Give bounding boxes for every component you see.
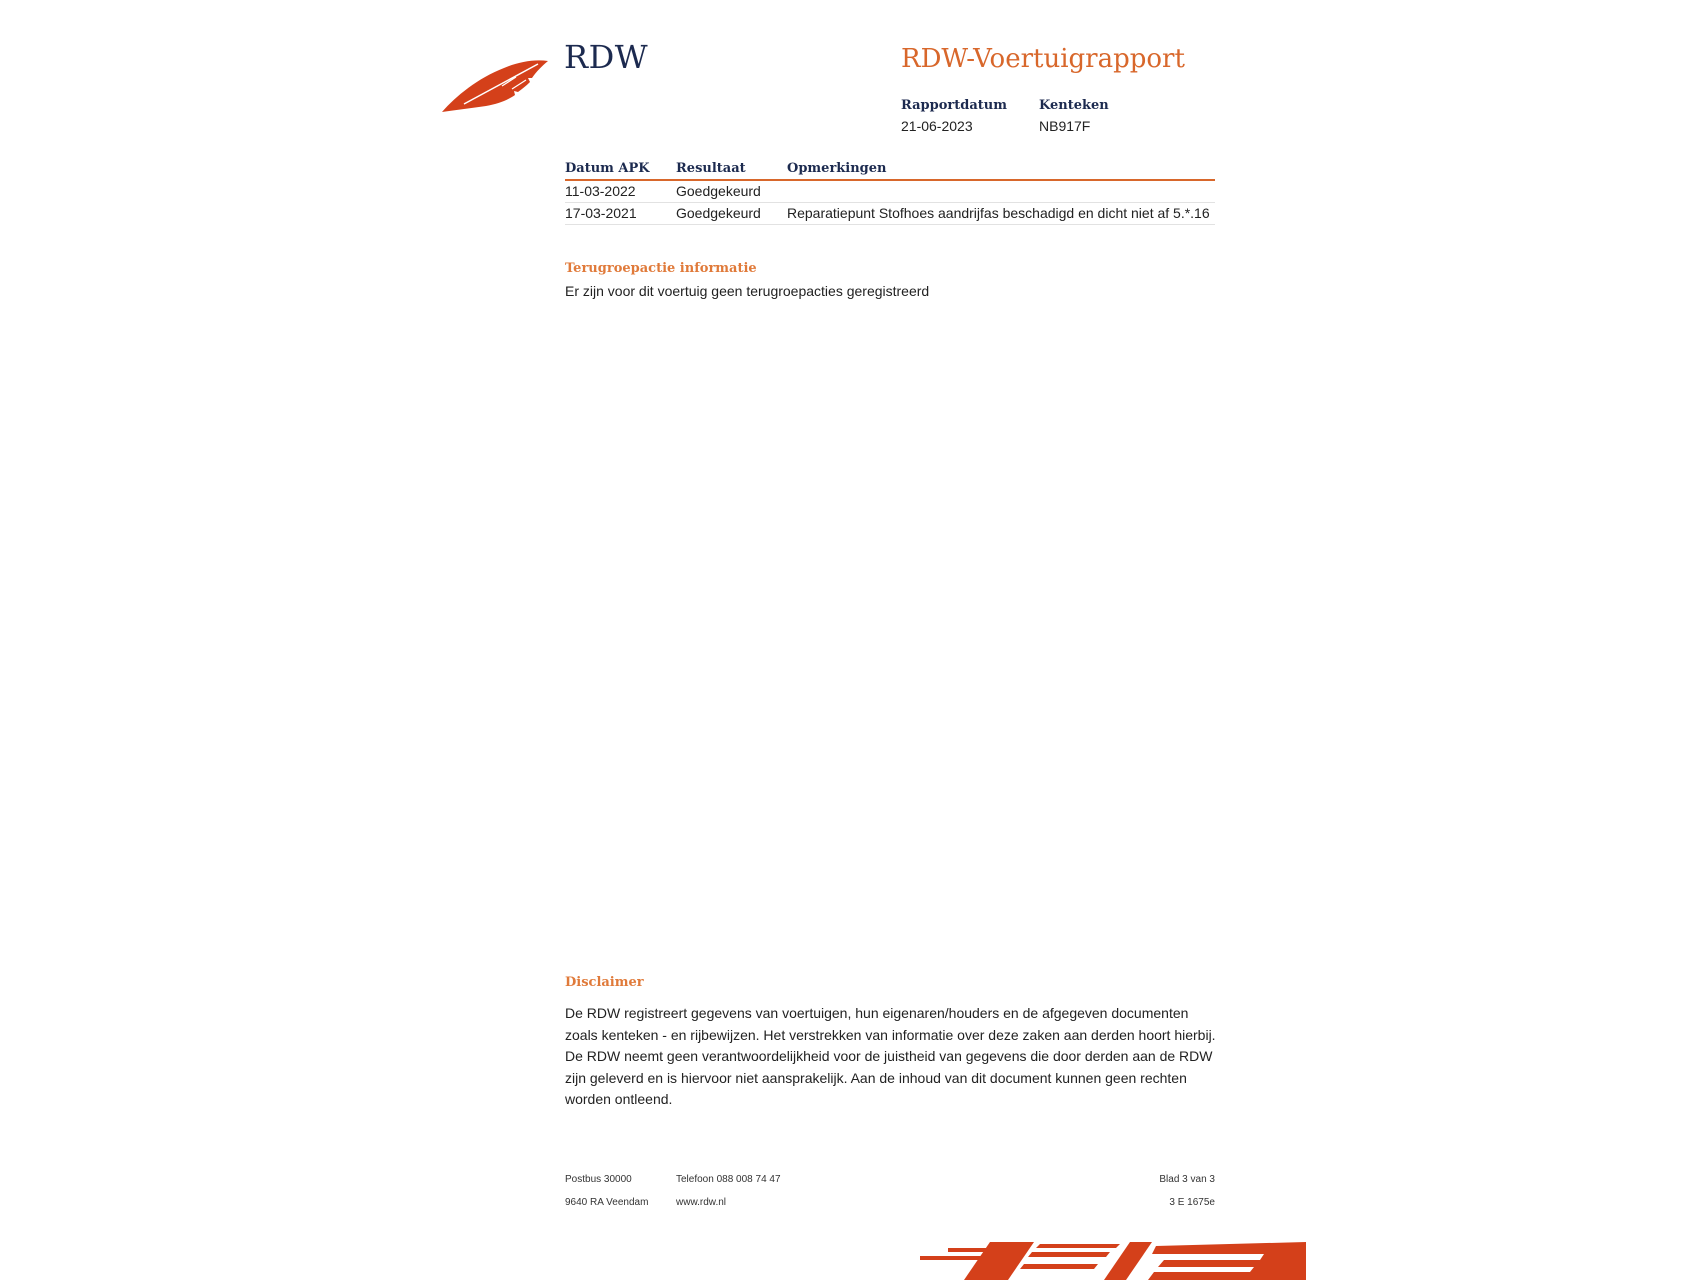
footer-document-code: 3 E 1675e (1169, 1197, 1215, 1208)
table-row (565, 203, 1215, 225)
brand-logo-text: RDW (564, 38, 649, 76)
footer-website: www.rdw.nl (676, 1197, 727, 1208)
column-header-remarks: Opmerkingen (787, 158, 1215, 180)
footer-phone: Telefoon 088 008 74 47 (676, 1174, 781, 1185)
footer-stripes-graphic-icon (920, 1242, 1306, 1280)
license-plate-value: NB917F (1039, 118, 1091, 134)
footer-address-line1: Postbus 30000 (565, 1174, 632, 1185)
report-date-value: 21-06-2023 (901, 118, 973, 134)
license-plate-label: Kenteken (1039, 98, 1109, 113)
recall-heading: Terugroepactie informatie (565, 261, 757, 276)
apk-result-cell: Goedgekeurd (676, 203, 787, 225)
report-title: RDW-Voertuigrapport (901, 44, 1185, 74)
apk-remarks-cell (787, 180, 1215, 203)
column-header-result: Resultaat (676, 158, 787, 180)
disclaimer-heading: Disclaimer (565, 975, 644, 990)
rdw-feather-logo-icon (442, 56, 548, 114)
recall-text: Er zijn voor dit voertuig geen terugroepacties geregistreerd (565, 283, 930, 299)
column-header-date: Datum APK (565, 158, 676, 180)
apk-result-cell: Goedgekeurd (676, 180, 787, 203)
apk-date-cell: 17-03-2021 (565, 203, 676, 225)
footer-address-line2: 9640 RA Veendam (565, 1197, 649, 1208)
footer-page-number: Blad 3 van 3 (1159, 1174, 1215, 1185)
apk-remarks-cell: Reparatiepunt Stofhoes aandrijfas beschadigd en dicht niet af 5.*.16 (787, 203, 1215, 225)
disclaimer-text: De RDW registreert gegevens van voertuigen, hun eigenaren/houders en de afgegeven documenten zoals kenteken - en rijbewijzen. Het verstrekken van informatie over deze zaken aan derden hoort hierbij. De RDW neemt geen verantwoordelijkheid voor de juistheid van gegevens die door derden aan de RDW zijn geleverd en is hiervoor niet aansprakelijk. Aan de inhoud van dit document kunnen geen rechten worden ontleend. (565, 1005, 1216, 1107)
report-date-label: Rapportdatum (901, 98, 1007, 113)
table-header-row (565, 158, 1215, 180)
apk-date-cell: 11-03-2022 (565, 180, 676, 203)
table-row (565, 180, 1215, 203)
apk-history-table (565, 158, 1215, 225)
